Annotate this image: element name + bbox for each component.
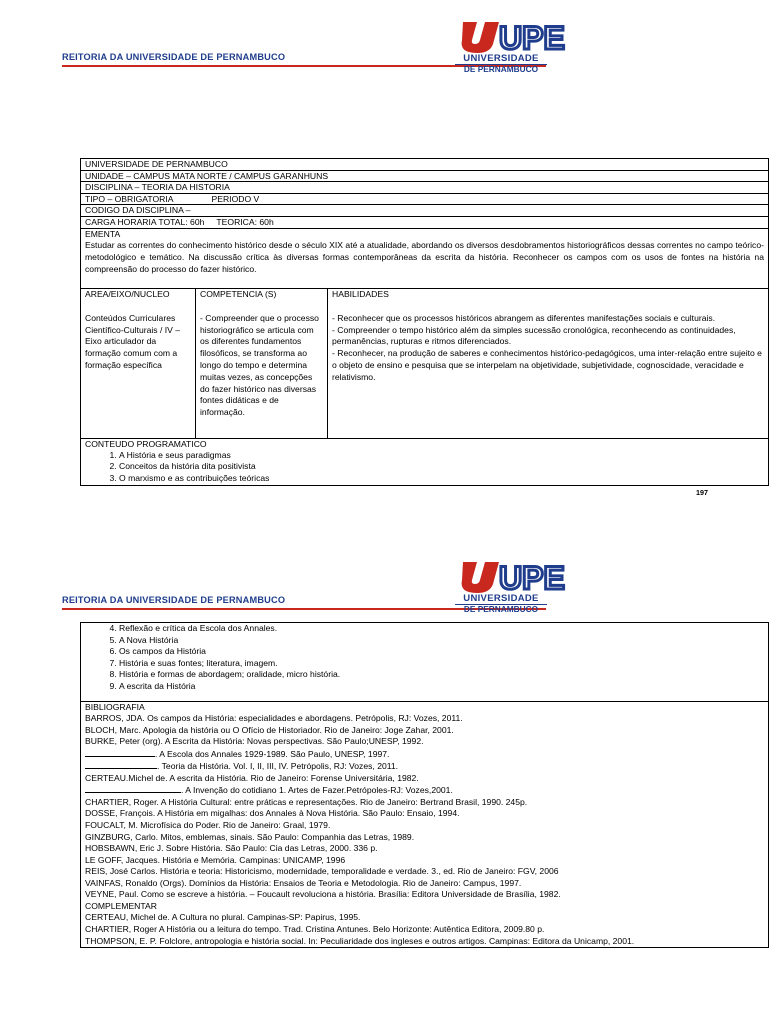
bib-entry-ditto — [85, 748, 764, 761]
logo-text: UPE — [499, 20, 565, 56]
area-cell — [81, 289, 196, 439]
ementa-text: Estudar as correntes do conhecimento histórico desde o século XIX até a atualidade, abordando os diversos desdobramentos historiográficos dessas correntes no campo teórico-metodológico e temático. Na discussão crítica às diversas formas contemporâneas da escrita da história. Reconhecer os campos com os usos de fontes na história na compreensão do processo do fazer histórico. — [85, 240, 764, 275]
bib-entry: VAINFAS, Ronaldo (Orgs). Domínios da História: Ensaios de Teoria e Metodologia. Rio de Janeiro: Campus, 1997. — [85, 877, 522, 888]
list-item: 9. A escrita da História — [119, 681, 764, 693]
habilidade-item: - Reconhecer que os processos históricos abrangem as diferentes manifestações sociais e culturais. — [332, 312, 716, 323]
area-text: Conteúdos Curriculares Científico-Culturais / IV – Eixo articulador da formação comum com a formação específica — [85, 312, 181, 370]
bib-entry: LE GOFF, Jacques. História e Memória. Campinas: UNICAMP, 1996 — [85, 854, 346, 865]
carga-teorica: TEORICA: 60h — [216, 216, 274, 227]
bib-entry-text: . A Invenção do cotidiano 1. Artes de Fazer.Petrópoles-RJ: Vozes,2001. — [181, 785, 453, 796]
upe-logo-mark — [455, 20, 565, 56]
habilidades-label: HABILIDADES — [332, 289, 389, 300]
ditto-line — [85, 760, 157, 769]
row-conteudo — [81, 439, 769, 485]
discipline-table — [80, 158, 769, 486]
ementa-label: EMENTA — [85, 228, 121, 239]
logo-line2: DE PERNAMBUCO — [455, 64, 547, 74]
conteudo-list — [85, 450, 764, 485]
logo-line1: UNIVERSIDADE — [463, 53, 539, 64]
list-item: 2. Conceitos da história dita positivista — [119, 461, 764, 473]
bib-entry-text: . Teoria da História. Vol. I, II, III, IV. Petrópolis, RJ: Vozes, 2011. — [157, 761, 399, 772]
logo-line1: UNIVERSIDADE — [463, 593, 539, 604]
row-conteudo-cont — [81, 623, 769, 702]
habilidade-item: - Compreender o tempo histórico além da simples sucessão cronológica, reconhecendo as continuidades, permanências, rupturas e ritmos diferenciados. — [332, 324, 736, 347]
carga-total: CARGA HORARIA TOTAL: 60h — [85, 216, 205, 227]
tipo-value: TIPO – OBRIGATORIA — [85, 193, 174, 204]
comp-entry: CERTEAU, Michel de. A Cultura no plural. Campinas-SP: Papirus, 1995. — [85, 912, 361, 923]
list-item: 4. Reflexão e crítica da Escola dos Annales. — [119, 623, 764, 635]
bib-entry: GINZBURG, Carlo. Mitos, emblemas, sinais. São Paulo: Companhia das Letras, 1989. — [85, 831, 415, 842]
habilidades-cell — [328, 289, 769, 439]
list-item: 1. A História e seus paradigmas — [119, 450, 764, 462]
conteudo-list — [85, 623, 764, 693]
competencia-text: - Compreender que o processo historiográfico se articula com os diferentes fundamentos filosóficos, se transforma ao longo do tempo e determina muitas vezes, as concepções do fazer histórico nas diversas fontes didáticas e de informação. — [200, 312, 319, 418]
bib-entry-text: . A Escola dos Annales 1929-1989. São Paulo, UNESP, 1997. — [155, 748, 390, 759]
bib-entry: BARROS, JDA. Os campos da História: especialidades e abordagens. Petrópolis, RJ: Vozes, 2011. — [85, 713, 463, 724]
bib-entry-ditto — [85, 760, 764, 773]
bib-entry-ditto — [85, 784, 764, 797]
continuation-table — [80, 622, 769, 948]
ditto-line — [85, 784, 181, 793]
row-tipo — [81, 193, 769, 205]
row-universidade: UNIVERSIDADE DE PERNAMBUCO — [81, 159, 769, 171]
row-codigo: CODIGO DA DISCIPLINA – — [81, 205, 769, 217]
row-carga — [81, 216, 769, 228]
upe-logo — [455, 20, 565, 74]
logo-text: UPE — [499, 560, 565, 596]
list-item: 7. História e suas fontes; literatura, imagem. — [119, 658, 764, 670]
list-item: 3. O marxismo e as contribuições teóricas — [119, 473, 764, 485]
comp-entry: THOMPSON, E. P. Folclore, antropologia e história social. In: Peculiaridade dos ingleses e outros artigos. Campinas: Editora da Unicamp, 2001. — [85, 935, 635, 946]
header-title: REITORIA DA UNIVERSIDADE DE PERNAMBUCO — [62, 595, 286, 605]
bib-entry: FOUCALT, M. Microfísica do Poder. Rio de Janeiro: Graal, 1979. — [85, 820, 331, 831]
bib-entry: DOSSE, François. A História em migalhas: dos Annales à Nova História. São Paulo: Ensaio, 1994. — [85, 808, 460, 819]
habilidade-item: - Reconhecer, na produção de saberes e conhecimentos histórico-pedagógicos, uma inter-relação entre sujeito e o objeto de ensino e pesquisa que se interpelam na objetividade, subjetividade, cognoscidade, veracidade e relativismo. — [332, 348, 762, 382]
list-item: 8. História e formas de abordagem; oralidade, micro história. — [119, 669, 764, 681]
bib-entry: REIS, José Carlos. História e teoria: Historicismo, modernidade, temporalidade e verdade. 3., ed. Rio de Janeiro: FGV, 2006 — [85, 866, 559, 877]
competencia-cell — [196, 289, 328, 439]
row-bibliografia — [81, 701, 769, 947]
bib-entry: CHARTIER, Roger. A História Cultural: entre práticas e representações. Rio de Janeiro: Bertrand Brasil, 1990. 245p. — [85, 796, 528, 807]
bib-entry: BLOCH, Marc. Apologia da história ou O Ofício de Historiador. Rio de Janeiro: Joge Zahar, 2001. — [85, 724, 454, 735]
upe-logo-mark — [455, 560, 565, 596]
complementar-label: COMPLEMENTAR — [85, 900, 157, 911]
comp-entry: CHARTIER, Roger A História ou a leitura do tempo. Trad. Cristina Antunes. Belo Horizonte: Autêntica Editora, 2009.80 p. — [85, 923, 545, 934]
bib-entry: CERTEAU.Michel de. A escrita da História. Rio de Janeiro: Forense Universitária, 1982. — [85, 772, 419, 783]
list-item: 6. Os campos da História — [119, 646, 764, 658]
page-number: 197 — [696, 488, 708, 497]
periodo-value: PERIODO V — [211, 193, 260, 204]
row-ementa — [81, 228, 769, 289]
list-item: 5. A Nova História — [119, 635, 764, 647]
ditto-line — [85, 748, 155, 757]
logo-line2: DE PERNAMBUCO — [455, 604, 547, 614]
conteudo-label: CONTEUDO PROGRAMATICO — [85, 439, 207, 450]
area-label: AREA/EIXO/NUCLEO — [85, 289, 170, 300]
upe-logo — [455, 560, 565, 614]
bib-entry: HOBSBAWN, Eric J. Sobre História. São Paulo: Cia das Letras, 2000. 336 p. — [85, 843, 378, 854]
bib-entry: VEYNE, Paul. Como se escreve a história. – Foucault revoluciona a história. Brasília: Editora Universidade de Brasília, 1982. — [85, 889, 561, 900]
row-unidade: UNIDADE – CAMPUS MATA NORTE / CAMPUS GARANHUNS — [81, 170, 769, 182]
row-disciplina: DISCIPLINA – TEORIA DA HISTORIA — [81, 182, 769, 194]
bib-entry: BURKE, Peter (org). A Escrita da História: Novas perspectivas. São Paulo;UNESP, 1992. — [85, 736, 424, 747]
header-title: REITORIA DA UNIVERSIDADE DE PERNAMBUCO — [62, 52, 286, 62]
page-2 — [0, 540, 768, 1024]
competencia-label: COMPETENCIA (S) — [200, 289, 277, 300]
bibliografia-label: BIBLIOGRAFIA — [85, 701, 145, 712]
page-1 — [0, 0, 768, 510]
